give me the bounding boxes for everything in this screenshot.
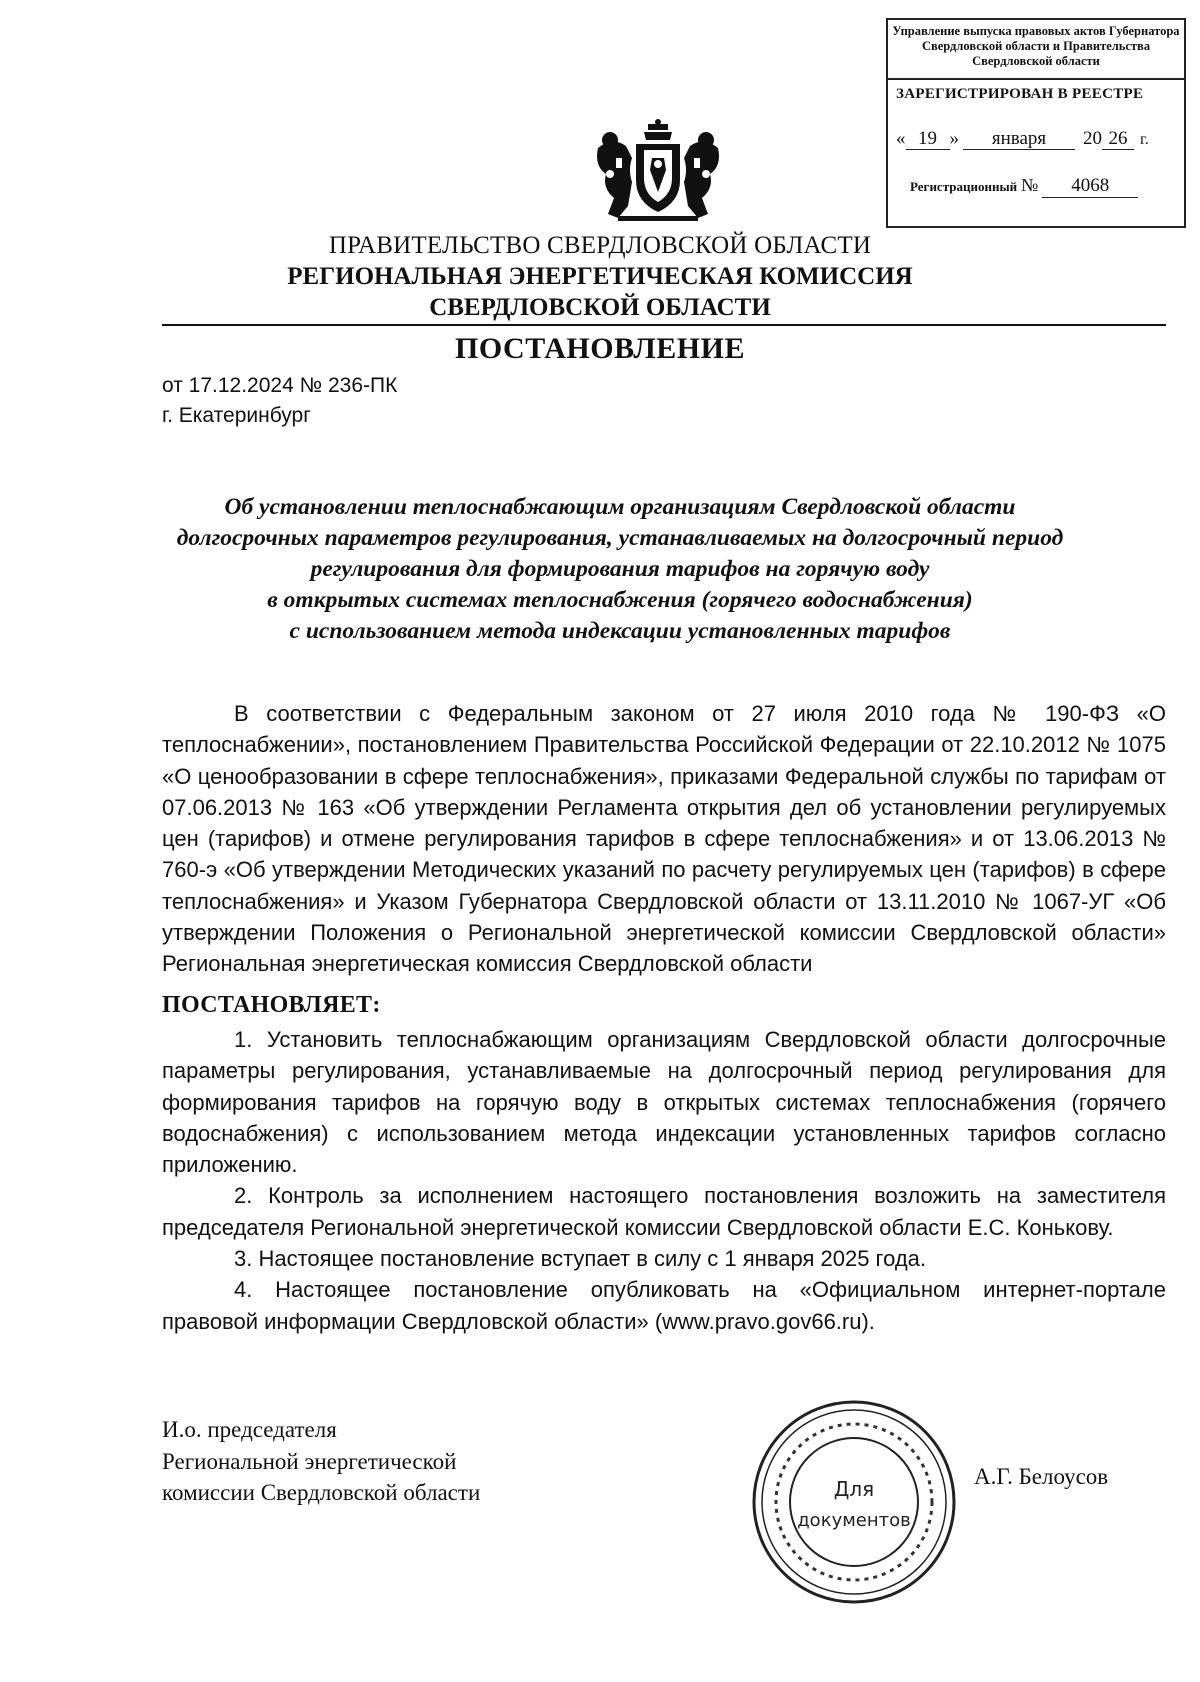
decree-items: [162, 1024, 1166, 1337]
registration-date: « 19 » января 20 26 г.: [896, 128, 1149, 149]
signatory-position-line: И.о. председателя: [162, 1417, 337, 1442]
registration-day: 19: [906, 129, 950, 150]
commission-title-line1: РЕГИОНАЛЬНАЯ ЭНЕРГЕТИЧЕСКАЯ КОМИССИЯ: [287, 263, 913, 290]
subject-line: Об установлении теплоснабжающим организациям Свердловской области: [224, 494, 1016, 520]
subject-line: регулирования для формирования тарифов на горячую воду: [310, 556, 930, 582]
decree-label: ПОСТАНОВЛЯЕТ:: [162, 992, 381, 1018]
subject-line: долгосрочных параметров регулирования, устанавливаемых на долгосрочный период: [176, 525, 1064, 551]
signatory-position-line: Региональной энергетической: [162, 1448, 457, 1474]
document-subject: [140, 492, 1100, 647]
decree-item-2: 2. Контроль за исполнением настоящего постановления возложить на заместителя председателя Региональной энергетической комиссии Свердловской области Е.С. Конькову.: [162, 1183, 1166, 1240]
document-city: г. Екатеринбург: [162, 404, 311, 427]
registration-number-sign: №: [1021, 175, 1039, 195]
seal-center-line2: документов: [797, 1510, 911, 1531]
signatory-name: А.Г. Белоусов: [974, 1464, 1109, 1489]
document-date-number: от 17.12.2024 № 236-ПК: [162, 374, 398, 397]
preamble: [162, 698, 1166, 980]
seal-center-line1: Для: [833, 1477, 875, 1501]
registration-number-value: 4068: [1042, 175, 1138, 198]
signatory-position-line: комиссии Свердловской области: [162, 1480, 481, 1505]
registration-year-suffix: 26: [1102, 129, 1134, 150]
decree-item-3: 3. Настоящее постановление вступает в силу с 1 января 2025 года.: [234, 1246, 927, 1272]
document-type: ПОСТАНОВЛЕНИЕ: [455, 332, 745, 365]
subject-line: в открытых системах теплоснабжения (горячего водоснабжения): [267, 587, 973, 613]
registration-office: Управление выпуска правовых актов Губернатора Свердловской области и Правительства Свердловской области: [892, 24, 1180, 68]
decree-item-1: 1. Установить теплоснабжающим организациям Свердловской области долгосрочные параметры регулирования, устанавливаемые на долгосрочный период регулирования для формирования тарифов на горячую воду в открытых системах теплоснабжения (горячего водоснабжения) с использованием метода индексации установленных тарифов согласно приложению.: [162, 1027, 1166, 1178]
subject-line: с использованием метода индексации установленных тарифов: [289, 618, 951, 644]
registration-month: января: [963, 129, 1075, 150]
government-title: ПРАВИТЕЛЬСТВО СВЕРДЛОВСКОЙ ОБЛАСТИ: [328, 232, 872, 259]
registration-number-label: Регистрационный: [910, 179, 1018, 194]
official-seal-icon: [744, 1392, 964, 1612]
registration-year-unit: г.: [1140, 131, 1149, 148]
registration-title: ЗАРЕГИСТРИРОВАН В РЕЕСТРЕ: [896, 86, 1144, 102]
registration-year-prefix: 20: [1083, 128, 1102, 149]
header-divider: [162, 324, 1166, 326]
commission-title-line2: СВЕРДЛОВСКОЙ ОБЛАСТИ: [429, 294, 771, 321]
preamble-text: В соответствии с Федеральным законом от 27 июля 2010 года № 190-ФЗ «О теплоснабжении», постановлением Правительства Российской Федерации от 22.10.2012 № 1075 «О ценообразовании в сфере теплоснабжения», приказами Федеральной службы по тарифам от 07.06.2013 № 163 «Об утверждении Регламента открытия дел об установлении регулируемых цен (тарифов) и отмене регулирования тарифов в сфере теплоснабжения» и от 13.06.2013 № 760-э «Об утверждении Методических указаний по расчету регулируемых цен (тарифов) в сфере теплоснабжения» и Указом Губернатора Свердловской области от 13.11.2010 № 1067-УГ «Об утверждении Положения о Региональной энергетической комиссии Свердловской области» Региональная энергетическая комиссия Свердловской области: [162, 701, 1166, 977]
registration-stamp: [886, 18, 1186, 228]
registration-number: [910, 175, 1138, 198]
registration-divider: [888, 78, 1184, 80]
coat-of-arms-icon: [588, 118, 728, 222]
signatory-position: [162, 1414, 480, 1509]
decree-item-4: 4. Настоящее постановление опубликовать на «Официальном интернет-портале правовой информации Свердловской области» (www.pravo.gov66.ru).: [162, 1277, 1166, 1334]
